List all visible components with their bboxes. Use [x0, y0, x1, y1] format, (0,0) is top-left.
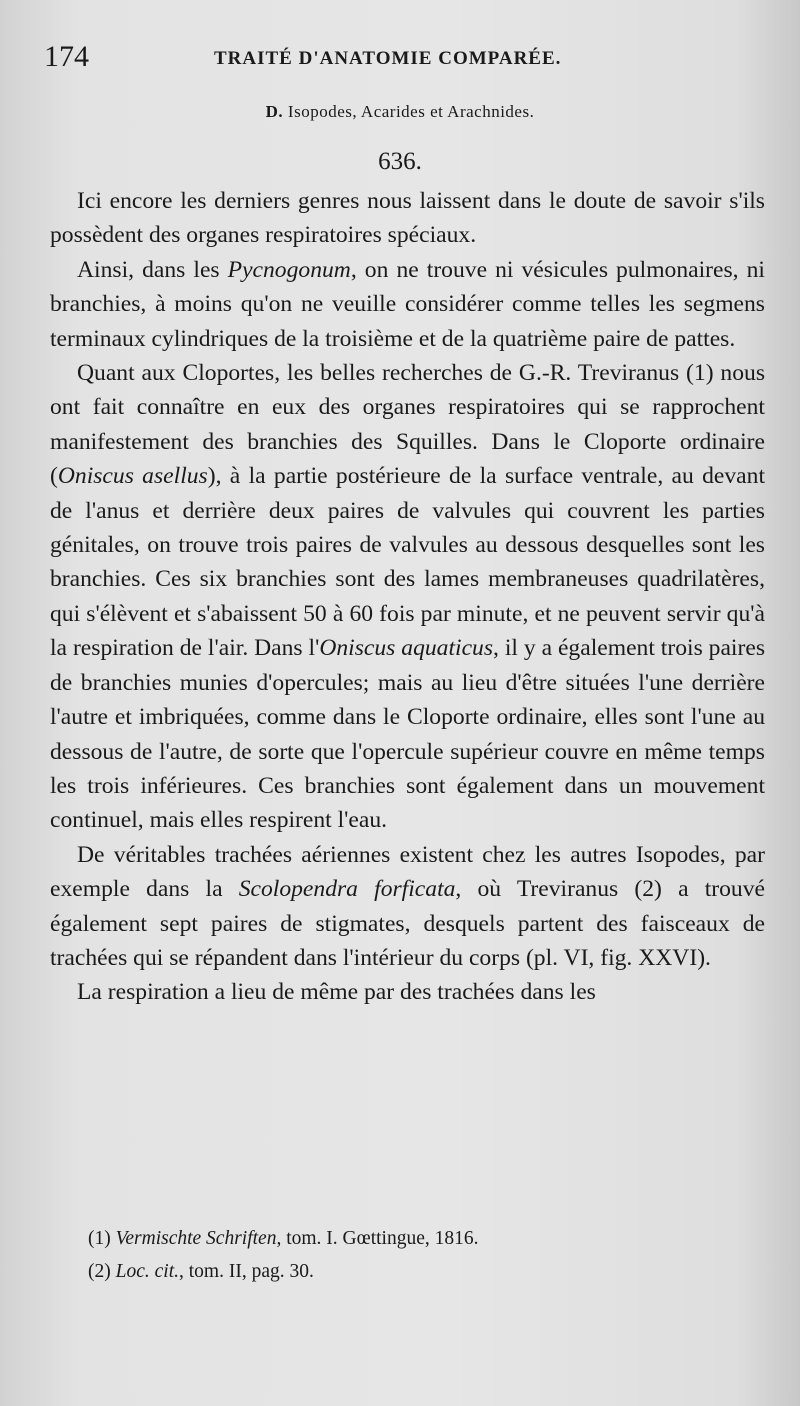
- italic-term: Vermischte Schriften: [115, 1228, 277, 1249]
- footnote: [88, 1255, 778, 1288]
- paragraph-number: 636.: [378, 148, 422, 175]
- text-run: (1): [88, 1228, 116, 1249]
- section-title: [0, 102, 800, 122]
- page-number: 174: [44, 40, 89, 73]
- text-run: , il y a également trois paires de branchies munies d'opercules; mais au lieu d'être situées l'une derrière l'autre et imbriquées, comme dans le Cloporte ordinaire, elles sont l'une au dessous de l'autre, de sorte que l'opercule supérieur couvre en même temps les trois inférieures. Ces branchies sont également dans un mouvement continuel, mais elles respirent l'eau.: [50, 635, 766, 834]
- text-run: ), à la partie postérieure de la surface ventrale, au devant de l'anus et derrière deux paires de valvules qui couvrent les parties génitales, on trouve trois paires de valvules au dessous desquelles sont les branchies. Ces six branchies sont des lames membraneuses quadrilatères, qui s'élèvent et s'abaissent 50 à 60 fois par minute, et ne peuvent servir qu'à la respiration de l'air. Dans l': [50, 463, 765, 662]
- body-paragraph: [50, 184, 765, 253]
- text-run: , tom. II, pag. 30.: [179, 1261, 314, 1282]
- text-run: , tom. I. Gœttingue, 1816.: [276, 1228, 479, 1249]
- body-text: [50, 184, 765, 1010]
- body-paragraph: [50, 356, 765, 838]
- text-run: De véritables trachées aériennes existent chez les autres Isopodes, par exemple dans la: [50, 841, 765, 903]
- footnotes: [88, 1222, 778, 1288]
- text-run: (2): [88, 1261, 116, 1282]
- text-run: Quant aux Cloportes, les belles recherches de G.-R. Treviranus (1) nous ont fait connaître en eux des organes respiratoires qui se rapprochent manifestement des branchies des Squilles. Dans le Cloporte ordinaire (: [50, 360, 765, 490]
- italic-term: Oniscus aquaticus: [319, 635, 494, 662]
- italic-term: Oniscus asellus: [57, 463, 208, 490]
- body-paragraph: [50, 975, 765, 1009]
- text-run: , où Treviranus (2) a trouvé également sept paires de stigmates, desquels partent des faisceaux de trachées qui se répandent dans l'intérieur du corps (pl. VI, fig. XXVI).: [50, 876, 765, 971]
- footnote: [88, 1222, 778, 1255]
- body-paragraph: [50, 253, 765, 356]
- running-title: TRAITÉ D'ANATOMIE COMPARÉE.: [214, 48, 562, 69]
- text-run: Ici encore les derniers genres nous laissent dans le doute de savoir s'ils possèdent des organes respiratoires spéciaux.: [50, 188, 765, 249]
- text-run: La respiration a lieu de même par des trachées dans les: [77, 979, 596, 1006]
- section-mark: D.: [265, 102, 284, 121]
- italic-term: Loc. cit.: [115, 1261, 179, 1282]
- text-run: , on ne trouve ni vésicules pulmonaires, ni branchies, à moins qu'on ne veuille considérer comme telles les segmens terminaux cylindriques de la troisième et de la quatrième paire de pattes.: [50, 256, 765, 352]
- section-heading: Isopodes, Acarides et Arachnides.: [287, 102, 535, 121]
- body-paragraph: [50, 838, 765, 976]
- text-run: Ainsi, dans les: [77, 256, 228, 283]
- italic-term: Scolopendra forficata: [238, 876, 456, 903]
- page-header: [44, 40, 774, 80]
- italic-term: Pycnogonum: [227, 256, 351, 283]
